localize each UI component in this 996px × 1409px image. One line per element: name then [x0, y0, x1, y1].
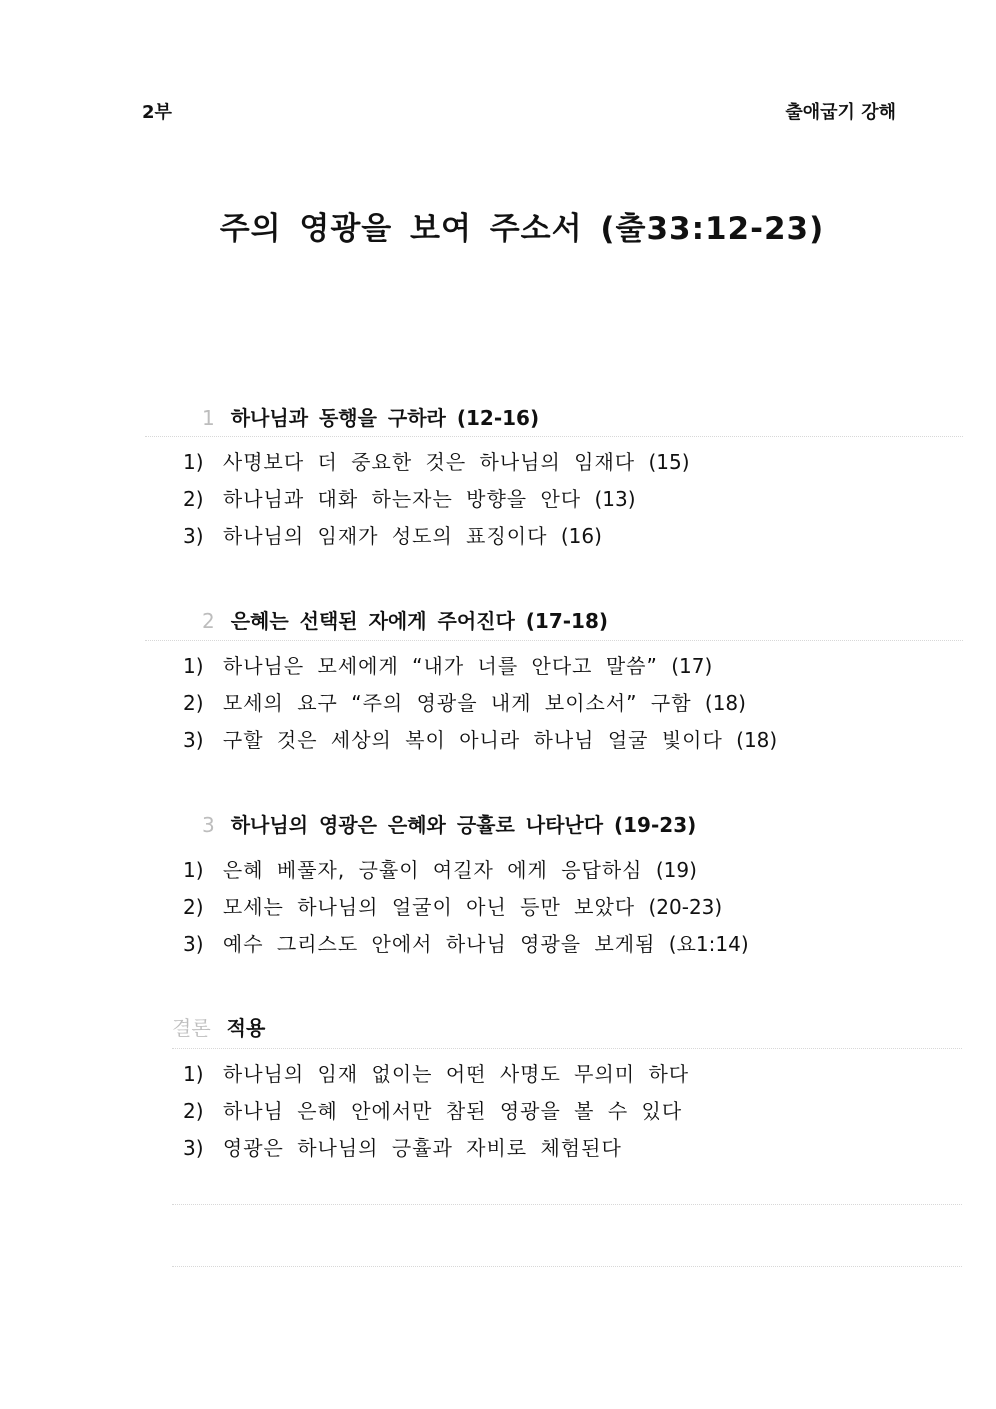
item-index: 1) — [183, 1062, 204, 1086]
item-index: 1) — [183, 654, 204, 678]
list-item — [183, 1095, 689, 1132]
section-number: 2 — [202, 609, 215, 633]
item-index: 2) — [183, 1099, 204, 1123]
item-text: 하나님은 모세에게 “내가 너를 안다고 말씀” — [222, 654, 658, 678]
item-index: 2) — [183, 487, 204, 511]
page-title: 주의 영광을 보여 주소서 (출33:12-23) — [219, 211, 825, 247]
list-item — [183, 483, 690, 520]
item-index: 3) — [183, 932, 204, 956]
list-item — [183, 724, 777, 761]
section-ref: (19-23) — [614, 813, 697, 837]
list-item — [183, 520, 690, 557]
divider — [145, 436, 963, 437]
section-ref: (17-18) — [525, 609, 609, 633]
item-index: 3) — [183, 728, 204, 752]
item-ref: (19) — [655, 858, 697, 882]
list-item — [183, 928, 749, 965]
section-heading — [202, 605, 608, 637]
item-index: 3) — [183, 1136, 204, 1160]
list-item — [183, 687, 777, 724]
item-text: 모세의 요구 “주의 영광을 내게 보이소서” 구함 — [222, 691, 692, 715]
section-number: 결론 — [172, 1016, 211, 1040]
item-list — [183, 1058, 689, 1169]
section-title: 하나님과 동행을 구하라 — [230, 406, 446, 430]
item-text: 하나님과 대화 하는자는 방향을 안다 — [222, 487, 582, 511]
item-ref: (17) — [671, 654, 713, 678]
list-item — [183, 650, 777, 687]
item-text: 은혜 베풀자, 긍휼이 여길자 에게 응답하심 — [222, 858, 643, 882]
section-number: 1 — [202, 406, 215, 430]
item-index: 1) — [183, 858, 204, 882]
item-text: 하나님의 임재가 성도의 표징이다 — [222, 524, 548, 548]
item-ref: (20-23) — [648, 895, 723, 919]
item-ref: (18) — [736, 728, 778, 752]
part-label: 2부 — [142, 102, 172, 123]
divider — [172, 1204, 962, 1205]
divider — [172, 1266, 962, 1267]
divider — [172, 1048, 962, 1049]
divider — [145, 640, 963, 641]
item-ref: (16) — [560, 524, 602, 548]
section-heading — [202, 402, 539, 434]
item-index: 3) — [183, 524, 204, 548]
section-heading — [202, 809, 696, 841]
book-label: 출애굽기 강해 — [785, 102, 896, 123]
section-number: 3 — [202, 813, 215, 837]
list-item — [183, 1058, 689, 1095]
item-list — [183, 650, 777, 761]
section-title: 하나님의 영광은 은혜와 긍휼로 나타난다 — [230, 813, 604, 837]
section-title: 적용 — [226, 1016, 266, 1040]
list-item — [183, 446, 690, 483]
item-text: 하나님 은혜 안에서만 참된 영광을 볼 수 있다 — [222, 1099, 683, 1123]
item-text: 사명보다 더 중요한 것은 하나님의 임재다 — [222, 450, 636, 474]
item-text: 모세는 하나님의 얼굴이 아닌 등만 보았다 — [222, 895, 636, 919]
item-ref: (15) — [648, 450, 690, 474]
item-list — [183, 854, 749, 965]
item-text: 예수 그리스도 안에서 하나님 영광을 보게됨 — [222, 932, 656, 956]
item-text: 하나님의 임재 없이는 어떤 사명도 무의미 하다 — [222, 1062, 690, 1086]
item-index: 2) — [183, 691, 204, 715]
list-item — [183, 891, 749, 928]
section-heading — [172, 1012, 265, 1044]
item-ref: (13) — [594, 487, 636, 511]
item-text: 구할 것은 세상의 복이 아니라 하나님 얼굴 빛이다 — [222, 728, 723, 752]
list-item — [183, 854, 749, 891]
item-list — [183, 446, 690, 557]
section-ref: (12-16) — [456, 406, 540, 430]
item-ref: (18) — [704, 691, 746, 715]
item-index: 1) — [183, 450, 204, 474]
section-title: 은혜는 선택된 자에게 주어진다 — [230, 609, 515, 633]
item-ref: (요1:14) — [668, 932, 749, 956]
list-item — [183, 1132, 689, 1169]
item-index: 2) — [183, 895, 204, 919]
item-text: 영광은 하나님의 긍휼과 자비로 체험된다 — [222, 1136, 622, 1160]
